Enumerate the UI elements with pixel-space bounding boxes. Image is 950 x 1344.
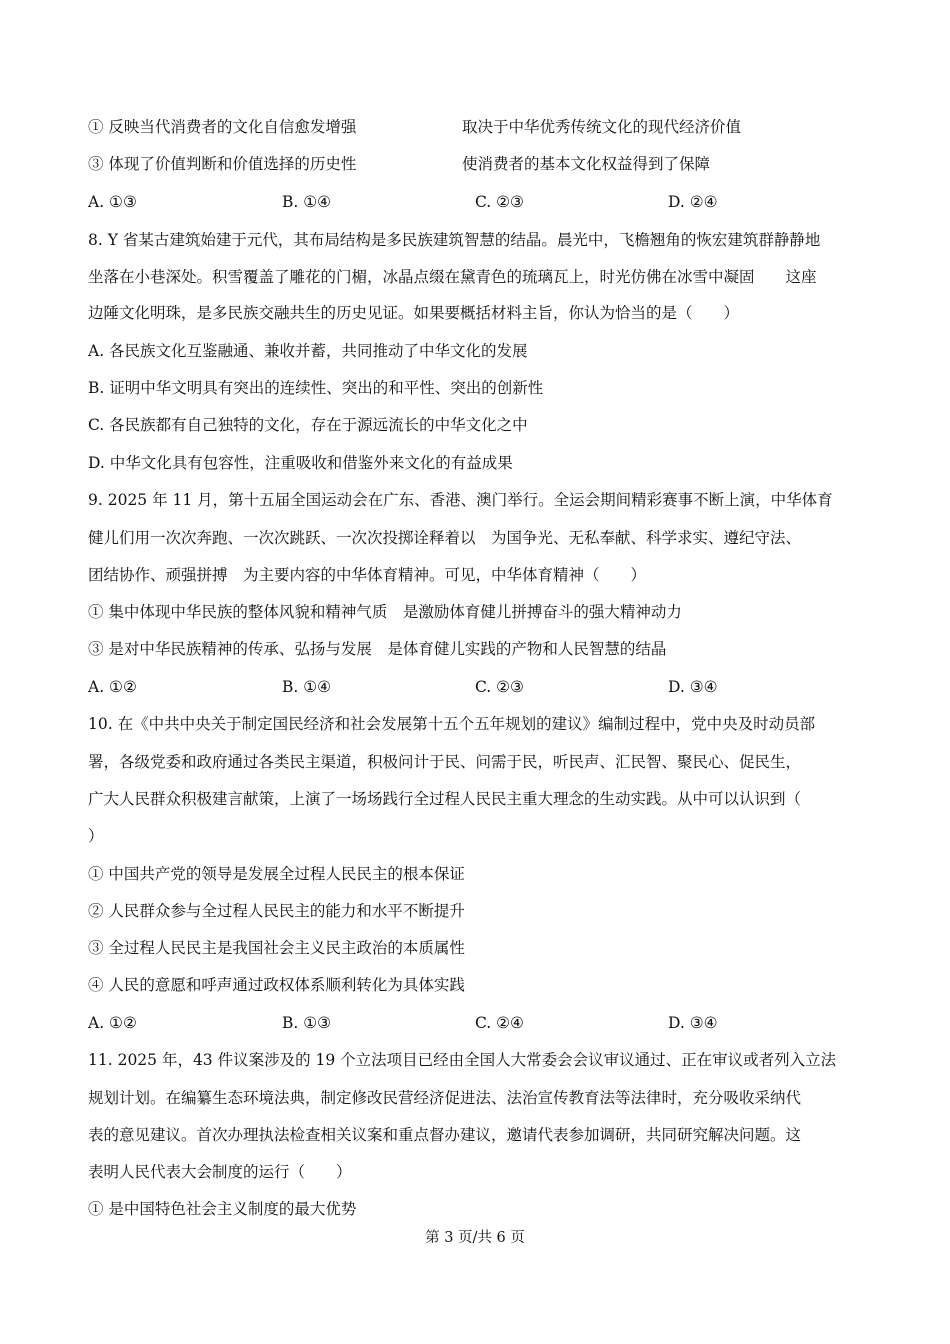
q10-statement-2: ② 人民群众参与全过程人民民主的能力和水平不断提升 [88,902,465,920]
q10-choice-a: A. ①② [88,1014,137,1032]
q8-option-a: A. 各民族文化互鉴融通、兼收并蓄，共同推动了中华文化的发展 [88,342,528,360]
q10-choice-d: D. ③④ [668,1014,718,1032]
q11-stem-line-4: 表明人民代表大会制度的运行（ ） [88,1163,352,1181]
q9-stem-line-3: 团结协作、顽强拼搏 为主要内容的中华体育精神。可见，中华体育精神（ ） [88,566,647,584]
q10-statement-1: ① 中国共产党的领导是发展全过程人民民主的根本保证 [88,865,465,883]
q10-stem-line-3: 广大人民群众积极建言献策，上演了一场场践行全过程人民民主重大理念的生动实践。从中可以认识到（ [88,790,802,808]
q11-stem-line-1: 11. 2025 年，43 件议案涉及的 19 个立法项目已经由全国人大常委会会议审议通过、正在审议或者列入立法 [88,1051,837,1069]
q10-stem-line-2: 署，各级党委和政府通过各类民主渠道，积极问计于民、问需于民，听民声、汇民智、聚民心、促民生， [88,753,802,771]
q11-stem-line-3: 表的意见建议。首次办理执法检查相关议案和重点督办建议，邀请代表参加调研，共同研究解决问题。这 [88,1126,802,1144]
q9-choice-a: A. ①② [88,678,137,696]
page-number: 第 3 页/共 6 页 [425,1230,525,1246]
q10-stem-line-4: ） [88,827,104,845]
q10-choice-c: C. ②④ [475,1014,524,1032]
q8-stem-line-1: 8. Y 省某古建筑始建于元代，其布局结构是多民族建筑智慧的结晶。晨光中，飞檐翘角的恢宏建筑群静静地 [88,231,821,249]
q7-statement-2: 取决于中华优秀传统文化的现代经济价值 [462,118,742,136]
q9-choice-d: D. ③④ [668,678,718,696]
q9-statements-1: ① 集中体现中华民族的整体风貌和精神气质 是激励体育健儿拼搏奋斗的强大精神动力 [88,603,682,621]
q9-statements-2: ③ 是对中华民族精神的传承、弘扬与发展 是体育健儿实践的产物和人民智慧的结晶 [88,640,667,658]
q7-statement-1: ① 反映当代消费者的文化自信愈发增强 [88,118,357,136]
q7-statement-4: 使消费者的基本文化权益得到了保障 [462,155,711,173]
q9-stem-line-1: 9. 2025 年 11 月，第十五届全国运动会在广东、香港、澳门举行。全运会期间精彩赛事不断上演，中华体育 [88,491,833,509]
q10-statement-4: ④ 人民的意愿和呼声通过政权体系顺利转化为具体实践 [88,976,465,994]
q8-stem-line-2: 坐落在小巷深处。积雪覆盖了雕花的门楣，冰晶点缀在黛青色的琉璃瓦上，时光仿佛在冰雪中凝固 这座 [88,268,817,286]
q7-choice-d: D. ②④ [668,193,718,211]
q8-option-d: D. 中华文化具有包容性，注重吸收和借鉴外来文化的有益成果 [88,454,513,472]
q7-choice-a: A. ①③ [88,193,137,211]
q7-choice-b: B. ①④ [282,193,332,211]
q10-statement-3: ③ 全过程人民民主是我国社会主义民主政治的本质属性 [88,939,465,957]
q10-choice-b: B. ①③ [282,1014,332,1032]
q10-stem-line-1: 10. 在《中共中央关于制定国民经济和社会发展第十五个五年规划的建议》编制过程中，党中央及时动员部 [88,715,816,733]
q7-statement-3: ③ 体现了价值判断和价值选择的历史性 [88,155,357,173]
q11-stem-line-2: 规划计划。在编纂生态环境法典，制定修改民营经济促进法、法治宣传教育法等法律时，充分吸收采纳代 [88,1089,802,1107]
q9-choice-c: C. ②③ [475,678,524,696]
q9-stem-line-2: 健儿们用一次次奔跑、一次次跳跃、一次次投掷诠释着以 为国争光、无私奉献、科学求实、遵纪守法、 [88,529,802,547]
q9-choice-b: B. ①④ [282,678,332,696]
q7-choice-c: C. ②③ [475,193,524,211]
q8-stem-line-3: 边陲文化明珠，是多民族交融共生的历史见证。如果要概括材料主旨，你认为恰当的是（ ） [88,304,740,322]
q11-statement-1: ① 是中国特色社会主义制度的最大优势 [88,1200,357,1218]
q8-option-c: C. 各民族都有自己独特的文化，存在于源远流长的中华文化之中 [88,416,528,434]
q8-option-b: B. 证明中华文明具有突出的连续性、突出的和平性、突出的创新性 [88,379,544,397]
